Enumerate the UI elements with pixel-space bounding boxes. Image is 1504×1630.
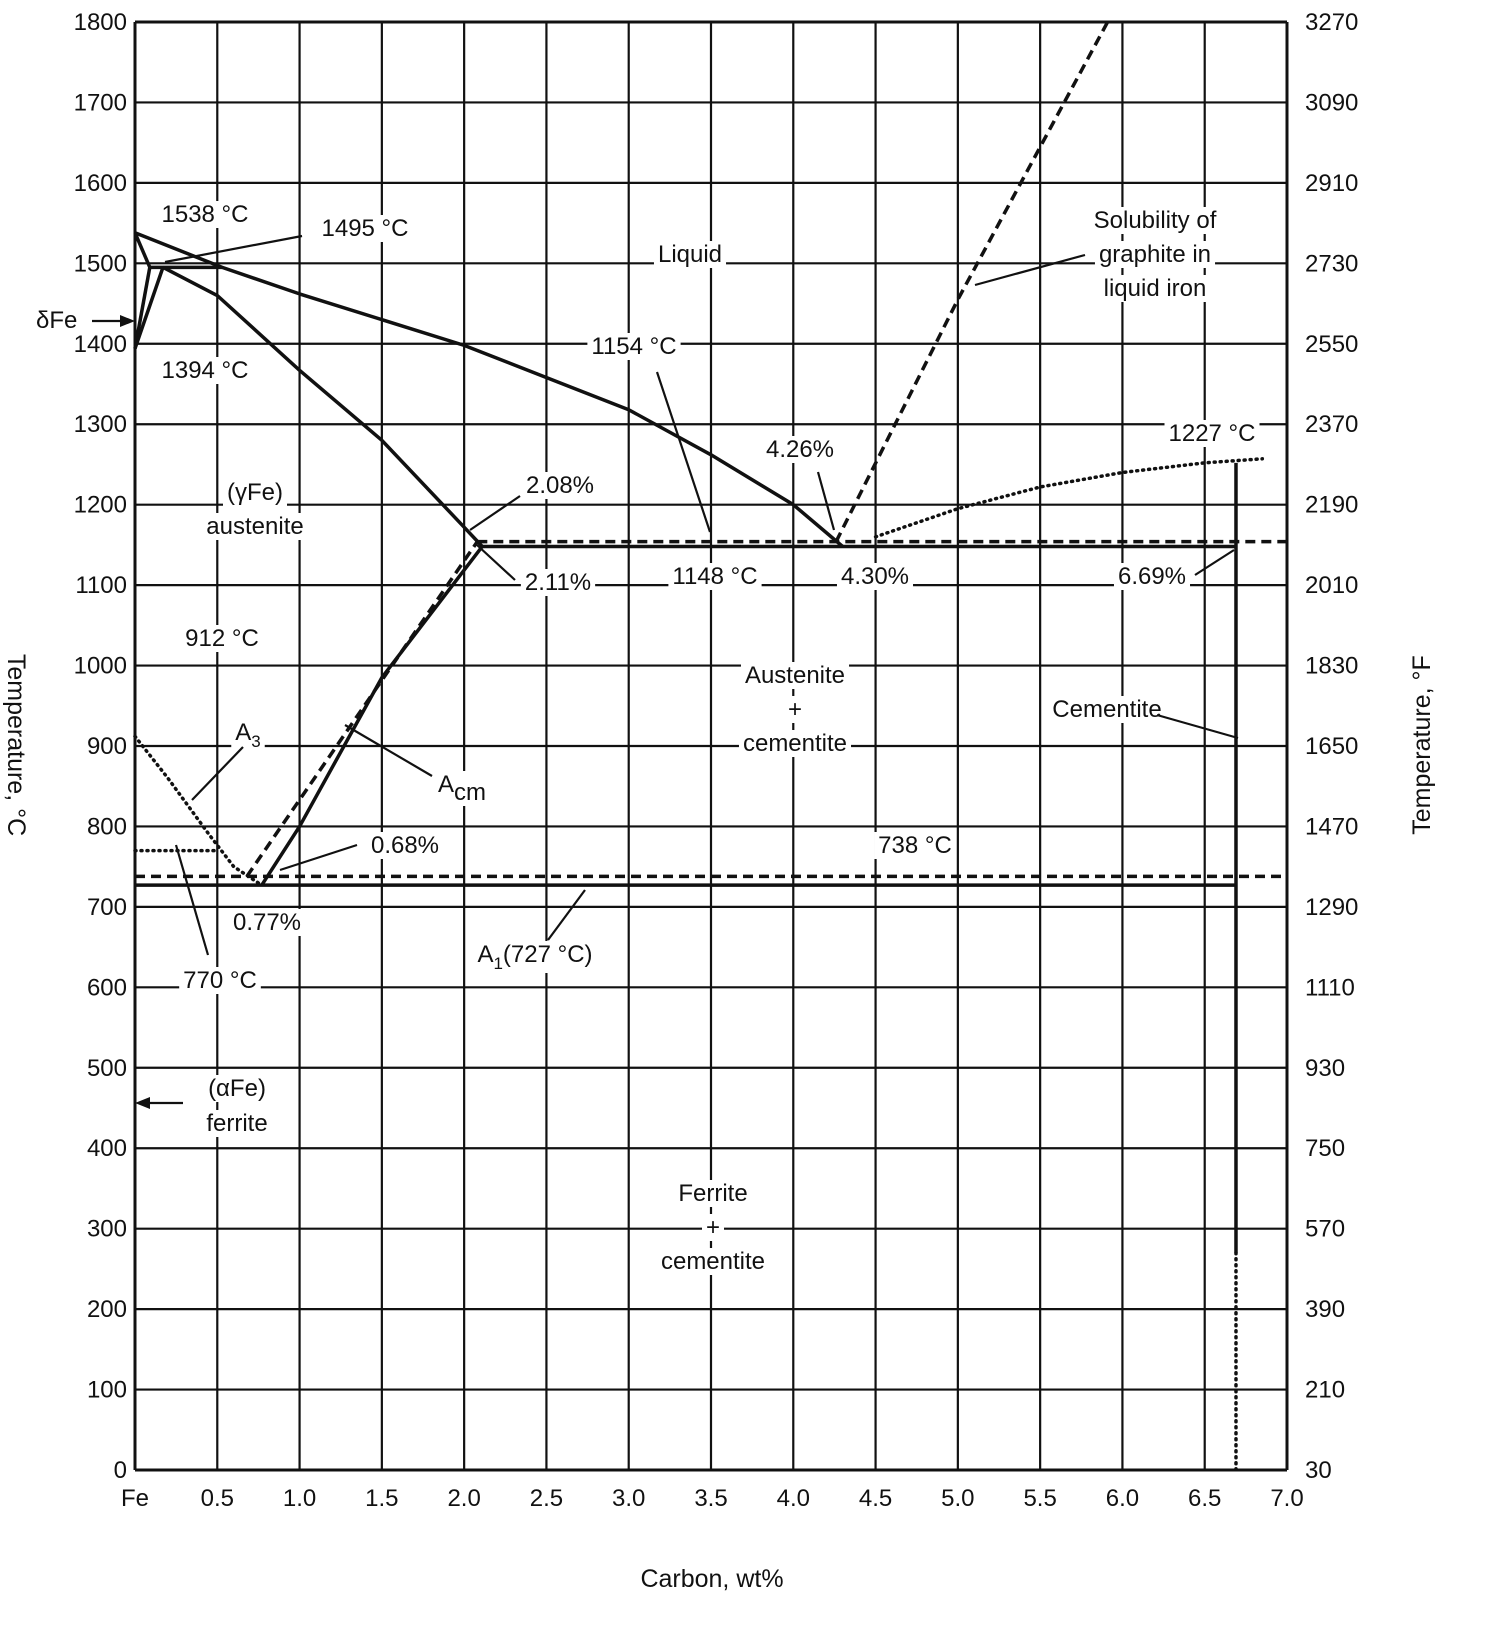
leader-cementite [1157,715,1238,738]
y-tick-label-right: 2550 [1305,330,1359,358]
label-1538: 1538 °C [161,201,249,228]
y-tick-label-left: 400 [86,1135,127,1163]
y-tick-label-right: 30 [1305,1457,1332,1484]
label-cementite: Cementite [1052,696,1162,723]
x-tick-labels [121,1485,1304,1512]
acm-main: A [437,771,455,798]
label-solubility-2: graphite in [1098,241,1212,268]
x-tick-label: 1.0 [282,1485,317,1512]
acm-sub: cm [454,779,487,806]
y-tick-label-right: 1290 [1305,893,1359,921]
y-tick-label-left: 700 [86,893,127,921]
y-tick-label-left: 1500 [73,250,127,278]
right-y-axis-title: Temperature, °F [1408,655,1436,835]
y-tick-label-right: 210 [1305,1376,1346,1404]
label-delta-fe: δFe [36,307,78,334]
y-tick-label-left: 600 [86,974,127,1002]
x-tick-label: 7.0 [1270,1485,1304,1512]
y-tick-label-left: 200 [86,1296,127,1324]
x-tick-label: 5.0 [941,1485,975,1512]
label-1148: 1148 °C [672,563,758,590]
y-tick-label-left: 0 [113,1457,127,1484]
a3-main: A [235,719,252,746]
x-axis-title: Carbon, wt% [640,1565,784,1593]
curve-graphite-solubility [836,22,1108,542]
y-tick-label-right: 1830 [1305,652,1359,680]
label-068: 0.68% [370,832,440,859]
right-y-tick-labels [1305,9,1358,1484]
x-tick-label: 6.0 [1105,1485,1140,1512]
y-tick-label-right: 2370 [1305,411,1359,439]
label-austenite: austenite [206,513,304,540]
leader-1154 [657,372,710,532]
y-tick-label-right: 930 [1305,1054,1346,1082]
label-ferrite-cementite-2: + [705,1214,721,1241]
y-tick-label-right: 1110 [1305,974,1355,1002]
label-alpha-fe: (αFe) [208,1075,266,1102]
leader-068 [280,845,357,870]
leader-211 [477,545,515,580]
x-tick-label: Fe [120,1485,150,1512]
y-tick-label-right: 3090 [1305,89,1359,117]
label-1154: 1154 °C [591,333,677,360]
leader-solubility [975,255,1085,285]
y-tick-label-left: 1300 [73,411,127,439]
a1-main: A [477,941,494,968]
label-ferrite: ferrite [206,1110,268,1137]
label-1394: 1394 °C [161,357,249,384]
y-tick-label-left: 300 [86,1215,127,1243]
y-tick-label-right: 2010 [1305,572,1359,600]
a3-sub: 3 [251,732,261,751]
label-solubility-1: Solubility of [1093,207,1217,234]
a1-temp: (727 °C) [502,941,593,968]
label-669: 6.69% [1117,563,1187,590]
y-tick-label-left: 1200 [73,491,127,519]
label-austenite-cementite-1: Austenite [744,662,846,689]
label-077: 0.77% [232,909,302,936]
label-211: 2.11% [524,569,592,596]
leader-a1 [548,890,585,940]
x-tick-label: 6.5 [1188,1485,1222,1512]
leader-669 [1195,550,1234,575]
label-liquid: Liquid [657,241,723,268]
label-solubility-3: liquid iron [1103,275,1207,302]
x-tick-label: 5.5 [1023,1485,1057,1512]
curve-A3 [135,736,262,885]
y-tick-label-left: 900 [86,733,127,760]
leader-1495 [165,236,302,262]
y-tick-label-right: 2190 [1305,491,1359,519]
label-1227: 1227 °C [1168,420,1256,447]
y-tick-label-left: 1700 [73,89,127,117]
y-tick-label-left: 1600 [73,169,127,197]
y-tick-label-left: 1100 [75,572,127,600]
y-tick-label-right: 2730 [1305,250,1359,278]
label-208: 2.08% [525,472,595,499]
delta-arrow-head-icon [120,315,135,327]
label-ferrite-cementite-3: cementite [660,1248,766,1275]
label-430: 4.30% [840,563,910,590]
leader-770 [176,845,208,955]
label-738: 738 °C [878,832,952,859]
a1-sub: 1 [493,954,503,973]
leader-426 [818,472,834,530]
annotations [36,201,1256,1275]
x-tick-label: 4.5 [858,1485,893,1512]
leader-208 [470,496,520,530]
leader-acm [345,725,432,776]
left-y-tick-labels [74,9,127,1484]
y-tick-label-left: 1800 [73,9,127,36]
left-y-axis-title: Temperature, °C [2,653,30,837]
y-tick-label-left: 1000 [73,652,127,680]
x-tick-label: 0.5 [200,1485,234,1512]
y-tick-label-right: 2910 [1305,169,1359,197]
x-tick-label: 2.0 [447,1485,481,1512]
y-tick-label-right: 570 [1305,1215,1346,1243]
y-tick-label-right: 750 [1305,1135,1346,1163]
label-912: 912 °C [185,625,259,652]
label-426: 4.26% [765,436,835,463]
alpha-arrow-head-icon [135,1097,150,1109]
x-tick-label: 3.0 [612,1485,646,1512]
y-tick-label-right: 390 [1305,1296,1346,1324]
x-tick-label: 3.5 [694,1485,728,1512]
label-austenite-cementite-3: cementite [742,730,848,757]
label-770: 770 °C [183,967,257,994]
label-1495: 1495 °C [321,215,409,242]
y-tick-label-right: 3270 [1305,9,1359,36]
x-tick-label: 1.5 [365,1485,399,1512]
annotation-leaders [92,236,1238,1103]
x-tick-label: 2.5 [529,1485,564,1512]
y-tick-label-left: 100 [86,1376,127,1404]
y-tick-label-right: 1470 [1305,813,1359,841]
label-austenite-cementite-2: + [787,696,803,723]
x-tick-label: 4.0 [776,1485,810,1512]
label-gamma-fe: (γFe) [227,479,283,506]
y-tick-label-right: 1650 [1305,733,1359,760]
label-ferrite-cementite-1: Ferrite [678,1180,748,1207]
y-tick-label-left: 500 [86,1054,127,1082]
y-tick-label-left: 800 [86,813,127,841]
y-tick-label-left: 1400 [73,330,127,358]
